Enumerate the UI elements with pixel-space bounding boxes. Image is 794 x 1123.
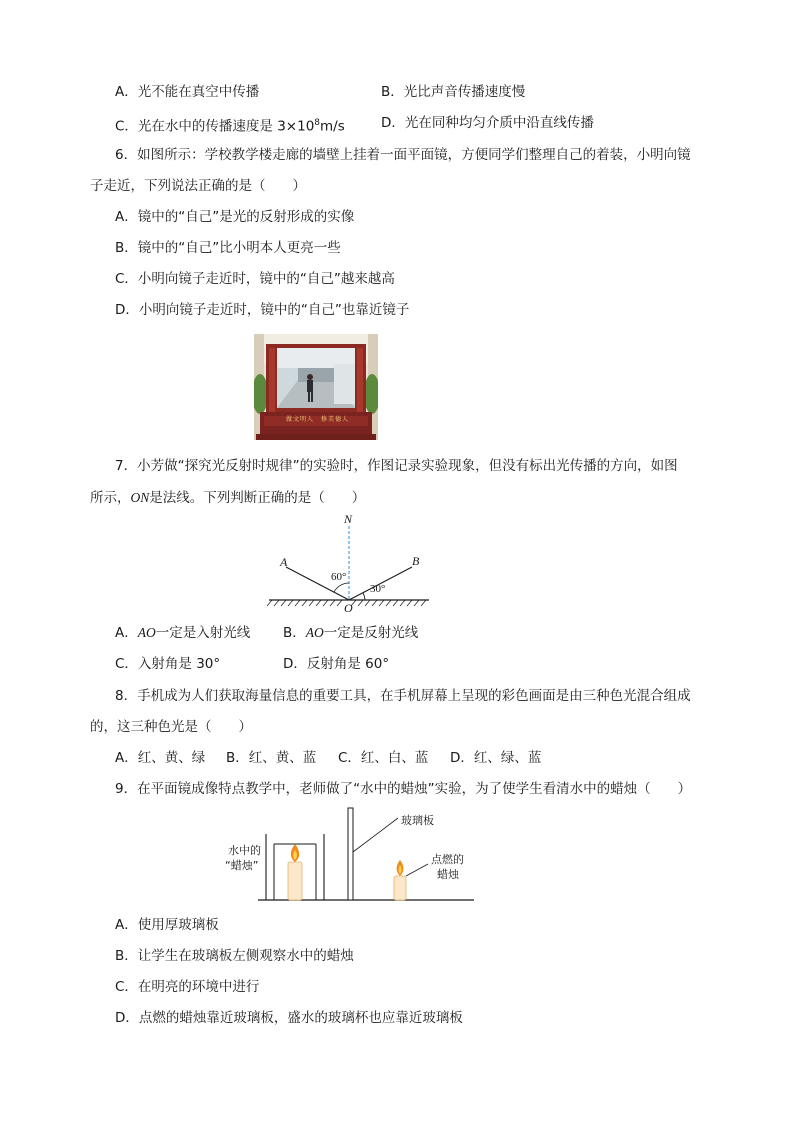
q7-option-a-ray: AO (137, 625, 156, 640)
q5-option-c-exponent: 8 (314, 118, 321, 128)
mirror-photo (254, 334, 378, 440)
q6-stem-line2: 子走近，下列说法正确的是（ ） (90, 178, 306, 194)
q7-option-a-text: 一定是入射光线 (155, 625, 251, 641)
q6-option-d: D．小明向镜子走近时，镜中的“自己”也靠近镜子 (115, 302, 410, 318)
q7-option-b (283, 623, 418, 643)
q5-option-d: D．光在同种均匀介质中沿直线传播 (381, 115, 594, 131)
q8-option-b: B．红、黄、蓝 (226, 750, 317, 766)
q5-option-a: A．光不能在真空中传播 (115, 84, 260, 100)
label-a: A (280, 555, 288, 569)
q8-option-d: D．红、绿、蓝 (450, 750, 542, 766)
q5-option-c-text: C．光在水中的传播速度是 3×10 (115, 118, 315, 135)
q9-stem: 9．在平面镜成像特点教学中，老师做了“水中的蜡烛”实验，为了使学生看清水中的蜡烛（ ） (115, 781, 692, 797)
q5-option-c (115, 113, 345, 137)
label-lit-candle-1: 点燃的 (431, 853, 464, 866)
q7-stem-line1: 7．小芳做“探究光反射时规律”的实验时，作图记录实验现象，但没有标出光传播的方向，如图 (115, 458, 678, 474)
q7-option-c: C．入射角是 30° (115, 656, 221, 672)
angle-label-60: 60° (331, 571, 347, 583)
q6-stem-line1: 6．如图所示：学校教学楼走廊的墙壁上挂着一面平面镜，方便同学们整理自己的着装，小明向镜 (115, 147, 691, 163)
q7-option-b-letter: B． (283, 625, 306, 641)
q9-option-c: C．在明亮的环境中进行 (115, 979, 260, 995)
q7-stem-line2-suffix: 是法线。下列判断正确的是（ ） (149, 490, 366, 506)
lit-candle (394, 876, 406, 900)
label-b: B (412, 554, 420, 568)
angle-arc-30 (363, 593, 365, 600)
angle-label-30: 30° (370, 583, 386, 595)
q6-option-a: A．镜中的“自己”是光的反射形成的实像 (115, 209, 355, 225)
label-lit-candle-2: 蜡烛 (437, 868, 459, 881)
q8-stem-line2: 的，这三种色光是（ ） (90, 719, 252, 735)
label-o: O (344, 601, 353, 615)
q7-option-d: D．反射角是 60° (283, 656, 390, 672)
label-glass-plate: 玻璃板 (401, 814, 434, 827)
label-water-candle-1: 水中的 (228, 844, 261, 857)
lit-candle-pointer (406, 864, 428, 876)
angle-arc-60 (334, 583, 349, 592)
q7-option-a (115, 623, 250, 643)
q7-stem-line2 (90, 488, 365, 508)
q7-normal-label: ON (130, 490, 150, 505)
q8-option-c: C．红、白、蓝 (338, 750, 429, 766)
q6-option-c: C．小明向镜子走近时，镜中的“自己”越来越高 (115, 271, 395, 287)
q5-option-b: B．光比声音传播速度慢 (381, 84, 526, 100)
q7-stem-line2-prefix: 所示， (90, 490, 131, 506)
glass-plate (348, 808, 353, 900)
q7-option-a-letter: A． (115, 625, 138, 641)
q9-option-d: D．点燃的蜡烛靠近玻璃板，盛水的玻璃杯也应靠近玻璃板 (115, 1010, 463, 1026)
q8-option-a: A．红、黄、绿 (115, 750, 206, 766)
mirror-photo-caption: 做文明人 修美德人 (286, 416, 350, 423)
q8-stem-line1: 8．手机成为人们获取海量信息的重要工具，在手机屏幕上呈现的彩色画面是由三种色光混合组成 (115, 688, 691, 704)
q5-option-c-unit: m/s (320, 118, 345, 135)
label-water-candle-2: “蜡烛” (225, 859, 259, 872)
q7-option-b-ray: AO (305, 625, 324, 640)
candle-image-in-water (288, 862, 302, 900)
q9-option-b: B．让学生在玻璃板左侧观察水中的蜡烛 (115, 948, 354, 964)
q9-option-a: A．使用厚玻璃板 (115, 917, 219, 933)
q6-option-b: B．镜中的“自己”比小明本人更亮一些 (115, 240, 341, 256)
q7-option-b-text: 一定是反射光线 (323, 625, 419, 641)
label-n: N (344, 512, 353, 526)
glass-plate-pointer (353, 818, 398, 852)
